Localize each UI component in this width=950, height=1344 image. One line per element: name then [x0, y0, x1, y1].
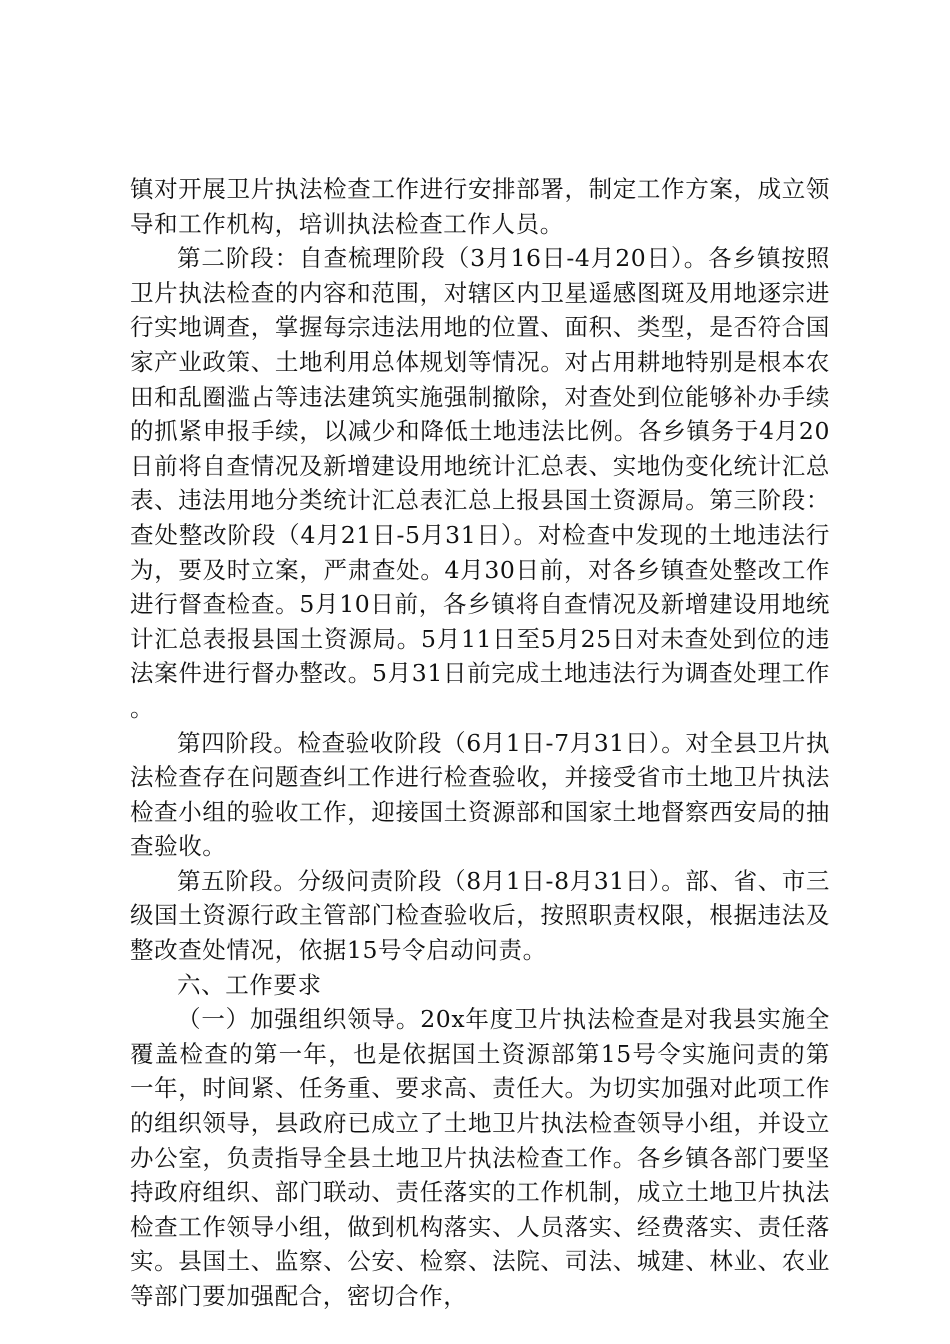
- paragraph-continuation: 镇对开展卫片执法检查工作进行安排部署，制定工作方案，成立领导和工作机构，培训执法检查工作人员。: [130, 175, 830, 238]
- paragraph-stage-five: 第五阶段。分级问责阶段（8月1日-8月31日）。部、省、市三级国土资源行政主管部门检查验收后，按照职责权限，根据违法及整改查处情况，依据15号令启动问责。: [130, 866, 830, 965]
- paragraph-organization-leadership: （一）加强组织领导。20x年度卫片执法检查是对我县实施全覆盖检查的第一年，也是依据国土资源部第15号令实施问责的第一年，时间紧、任务重、要求高、责任大。为切实加强对此项工作的组织领导，县政府已成立了土地卫片执法检查领导小组，并设立办公室，负责指导全县土地卫片执法检查工作。各乡镇各部门要坚持政府组织、部门联动、责任落实的工作机制，成立土地卫片执法检查工作领导小组，做到机构落实、人员落实、经费落实、责任落实。县国土、监察、公安、检察、法院、司法、城建、林业、农业等部门要加强配合，密切合作，: [130, 1005, 830, 1310]
- section-heading-work-requirements: 六、工作要求: [177, 970, 322, 999]
- document-body: [130, 172, 830, 1314]
- paragraph-stage-two-three: 第二阶段：自查梳理阶段（3月16日-4月20日）。各乡镇按照卫片执法检查的内容和范围，对辖区内卫星遥感图斑及用地逐宗进行实地调查，掌握每宗违法用地的位置、面积、类型，是否符合国家产业政策、土地利用总体规划等情况。对占用耕地特别是根本农田和乱圈滥占等违法建筑实施强制撤除，对查处到位能够补办手续的抓紧申报手续，以减少和降低土地违法比例。各乡镇务于4月20日前将自查情况及新增建设用地统计汇总表、实地伪变化统计汇总表、违法用地分类统计汇总表汇总上报县国土资源局。第三阶段：查处整改阶段（4月21日-5月31日）。对检查中发现的土地违法行为，要及时立案，严肃查处。4月30日前，对各乡镇查处整改工作进行督查检查。5月10日前，各乡镇将自查情况及新增建设用地统计汇总表报县国土资源局。5月11日至5月25日对未查处到位的违法案件进行督办整改。5月31日前完成土地违法行为调查处理工作。: [130, 244, 830, 722]
- paragraph-stage-four: 第四阶段。检查验收阶段（6月1日-7月31日）。对全县卫片执法检查存在问题查纠工作进行检查验收，并接受省市土地卫片执法检查小组的验收工作，迎接国土资源部和国家土地督察西安局的抽查验收。: [130, 728, 830, 861]
